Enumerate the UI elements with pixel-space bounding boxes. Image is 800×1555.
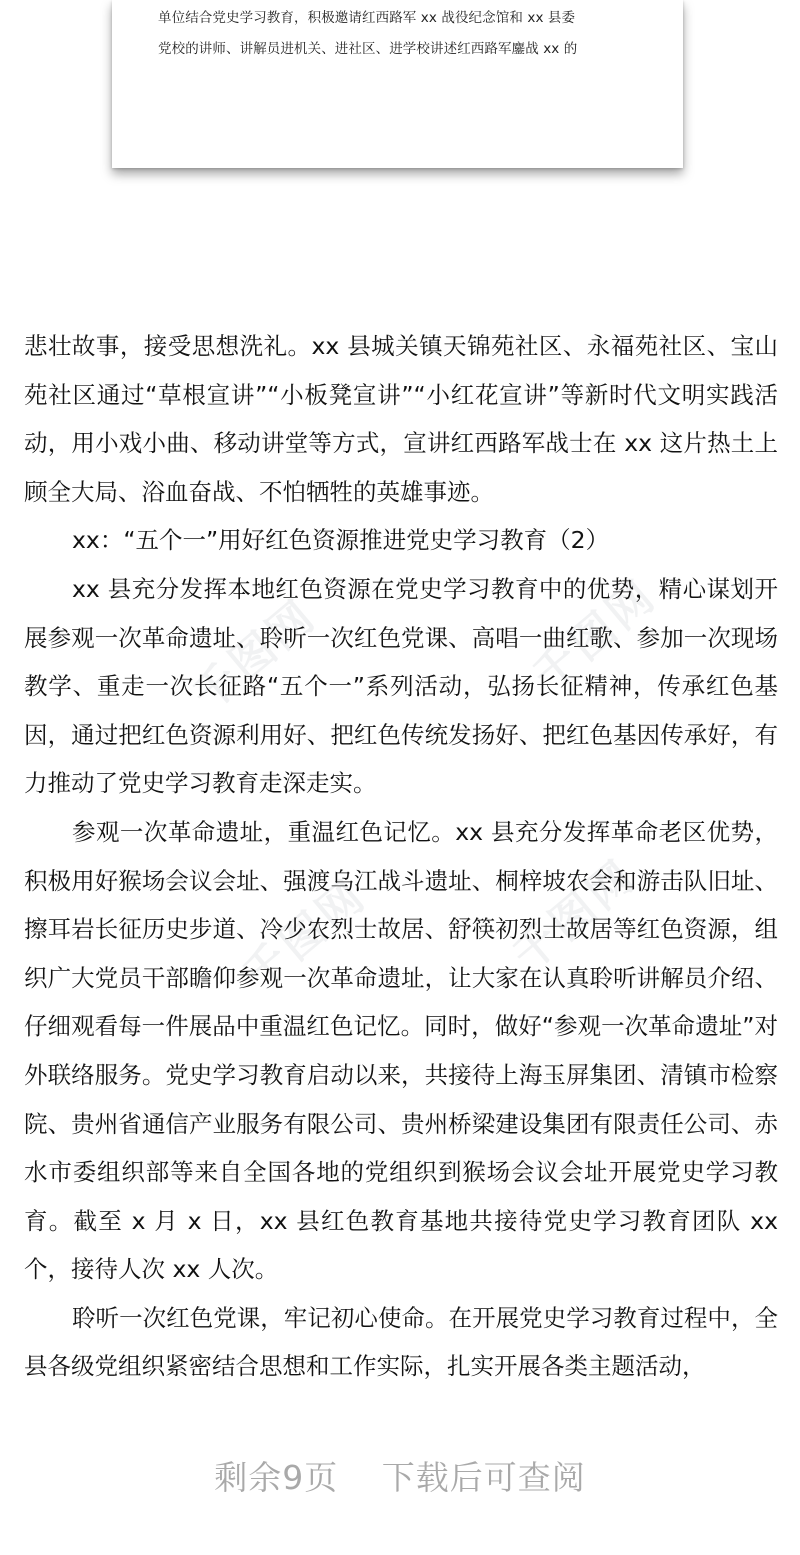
watermark-1: 千图网	[183, 589, 327, 722]
paragraph-lecture: 聆听一次红色党课，牢记初心使命。在开展党史学习教育过程中，全县各级党组织紧密结合思想和工作实际，扎实开展各类主题活动，	[24, 1303, 778, 1381]
download-prompt[interactable]	[0, 1452, 800, 1499]
remaining-pages-label: 剩余9页	[214, 1458, 339, 1497]
preview-line-1: 单位结合党史学习教育，积极邀请红西路军 xx 战役纪念馆和 xx 县委	[158, 10, 576, 26]
paragraph-visit: 参观一次革命遗址，重温红色记忆。xx 县充分发挥革命老区优势，积极用好猴场会议会址、强渡乌江战斗遗址、桐梓坡农会和游击队旧址、擦耳岩长征历史步道、冷少农烈士故居、舒筷初烈士故居等红色资源，组织广大党员干部瞻仰参观一次革命遗址，让大家在认真聆听讲解员介绍、仔细观看每一件展品中重温红色记忆。同时，做好“参观一次革命遗址”对外联络服务。党史学习教育启动以来，共接待上海玉屏集团、清镇市检察院、贵州省通信产业服务有限公司、贵州桥梁建设集团有限责任公司、赤水市委组织部等来自全国各地的党组织到猴场会议会址开展党史学习教育。截至 x 月 x 日，xx 县红色教育基地共接待党史学习教育团队 xx 个，接待人次 xx 人次。	[24, 817, 778, 1284]
preview-line-2: 党校的讲师、讲解员进机关、进社区、进学校讲述红西路军鏖战 xx 的	[158, 41, 578, 57]
watermark-4: 千图网	[503, 849, 647, 982]
download-hint-label[interactable]: 下载后可查阅	[381, 1458, 586, 1497]
paragraph-continued: 悲壮故事，接受思想洗礼。xx 县城关镇天锦苑社区、永福苑社区、宝山苑社区通过“草根宣讲”“小板凳宣讲”“小红花宣讲”等新时代文明实践活动，用小戏小曲、移动讲堂等方式，宣讲红西路军战士在 xx 这片热土上顾全大局、浴血奋战、不怕牺牲的英雄事迹。	[24, 332, 778, 506]
section-heading: xx：“五个一”用好红色资源推进党史学习教育（2）	[72, 526, 610, 555]
watermark-2: 千图网	[523, 569, 667, 702]
preview-page-card	[112, 0, 683, 168]
paragraph-intro: xx 县充分发挥本地红色资源在党史学习教育中的优势，精心谋划开展参观一次革命遗址、聆听一次红色党课、高唱一曲红歌、参加一次现场教学、重走一次长征路“五个一”系列活动，弘扬长征精神，传承红色基因，通过把红色资源利用好、把红色传统发扬好、把红色基因传承好，有力推动了党史学习教育走深走实。	[24, 574, 778, 798]
watermark-3: 千图网	[233, 869, 377, 1002]
article-body	[24, 322, 778, 1391]
